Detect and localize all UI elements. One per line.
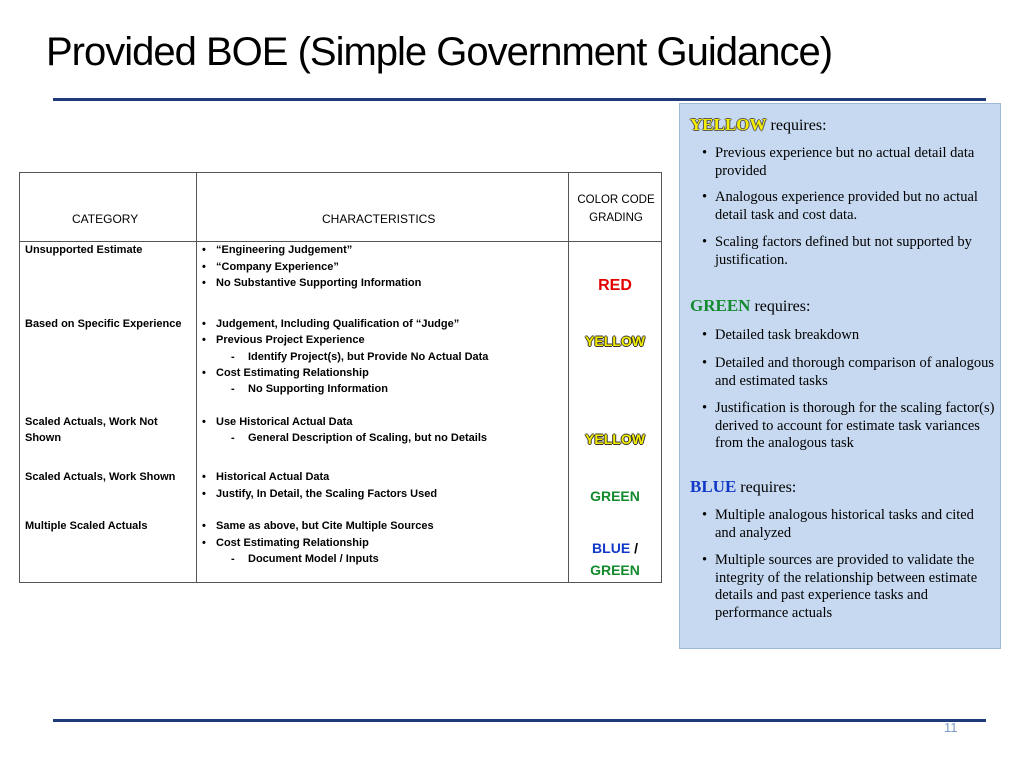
green-suffix: requires: — [754, 298, 811, 315]
yellow-requirement: • Previous experience but no actual detail data provided — [715, 145, 995, 180]
characteristic-item: • No Substantive Supporting Information — [216, 275, 421, 291]
slide-title: Provided BOE (Simple Government Guidance) — [46, 30, 833, 74]
table-header — [20, 173, 661, 242]
blue-suffix: requires: — [740, 479, 797, 496]
requirements-panel — [679, 103, 1001, 649]
green-requirement: • Detailed and thorough comparison of analogous and estimated tasks — [715, 355, 995, 390]
green-requirement: • Detailed task breakdown — [715, 327, 995, 345]
header-characteristics: CHARACTERISTICS — [322, 212, 436, 226]
grade-yellow: YELLOW — [585, 333, 645, 349]
blue-heading — [690, 477, 796, 497]
characteristic-subitem: - Identify Project(s), but Provide No Actual Data — [248, 349, 488, 365]
characteristic-item: • “Company Experience” — [216, 259, 339, 275]
green-requirement: • Justification is thorough for the scaling factor(s) derived to account for estimate task variances from the analogous task — [715, 400, 995, 453]
characteristic-item: • Judgement, Including Qualification of “Judge” — [216, 316, 459, 332]
characteristic-item: • Same as above, but Cite Multiple Sources — [216, 518, 434, 534]
blue-keyword: BLUE — [690, 477, 737, 496]
grade-green: GREEN — [590, 488, 640, 504]
grade-blue: BLUE — [592, 540, 631, 556]
page-number: 11 — [944, 720, 958, 735]
header-category: CATEGORY — [72, 212, 139, 226]
characteristic-item: • Previous Project Experience — [216, 332, 365, 348]
grade-blue-green — [568, 537, 662, 581]
characteristic-item: • Cost Estimating Relationship — [216, 365, 369, 381]
grade-separator: / — [634, 540, 638, 556]
characteristic-item: • Use Historical Actual Data — [216, 414, 353, 430]
characteristic-subitem: - General Description of Scaling, but no Details — [248, 430, 487, 446]
title-divider — [53, 98, 986, 101]
yellow-heading — [690, 115, 827, 135]
header-grading — [576, 191, 656, 227]
characteristic-item: • “Engineering Judgement” — [216, 242, 352, 258]
blue-requirement: • Multiple sources are provided to validate the integrity of the relationship between estimate details and past experience tasks and performance actuals — [715, 552, 995, 622]
row-category: Scaled Actuals, Work Not Shown — [25, 416, 158, 444]
footer-divider — [53, 719, 986, 722]
header-grading-line1: COLOR CODE — [577, 194, 655, 206]
grade-green: GREEN — [590, 562, 640, 578]
yellow-requirement: • Scaling factors defined but not supported by justification. — [715, 234, 995, 269]
header-grading-line2: GRADING — [589, 212, 643, 224]
characteristic-item: • Historical Actual Data — [216, 469, 329, 485]
characteristic-subitem: - Document Model / Inputs — [248, 551, 379, 567]
boe-grading-table — [19, 172, 662, 583]
characteristic-item: • Justify, In Detail, the Scaling Factors Used — [216, 486, 437, 502]
row-category: Based on Specific Experience — [25, 318, 182, 330]
grade-red: RED — [598, 277, 632, 294]
grade-yellow: YELLOW — [585, 431, 645, 447]
green-keyword: GREEN — [690, 296, 751, 315]
green-heading — [690, 296, 810, 316]
row-category: Scaled Actuals, Work Shown — [25, 471, 176, 483]
row-category: Multiple Scaled Actuals — [25, 520, 148, 532]
row-category: Unsupported Estimate — [25, 244, 143, 256]
blue-requirement: • Multiple analogous historical tasks and cited and analyzed — [715, 507, 995, 542]
yellow-requirement: • Analogous experience provided but no actual detail task and cost data. — [715, 189, 995, 224]
yellow-suffix: requires: — [770, 117, 827, 134]
yellow-keyword: YELLOW — [690, 115, 767, 134]
characteristic-item: • Cost Estimating Relationship — [216, 535, 369, 551]
characteristic-subitem: - No Supporting Information — [248, 381, 388, 397]
